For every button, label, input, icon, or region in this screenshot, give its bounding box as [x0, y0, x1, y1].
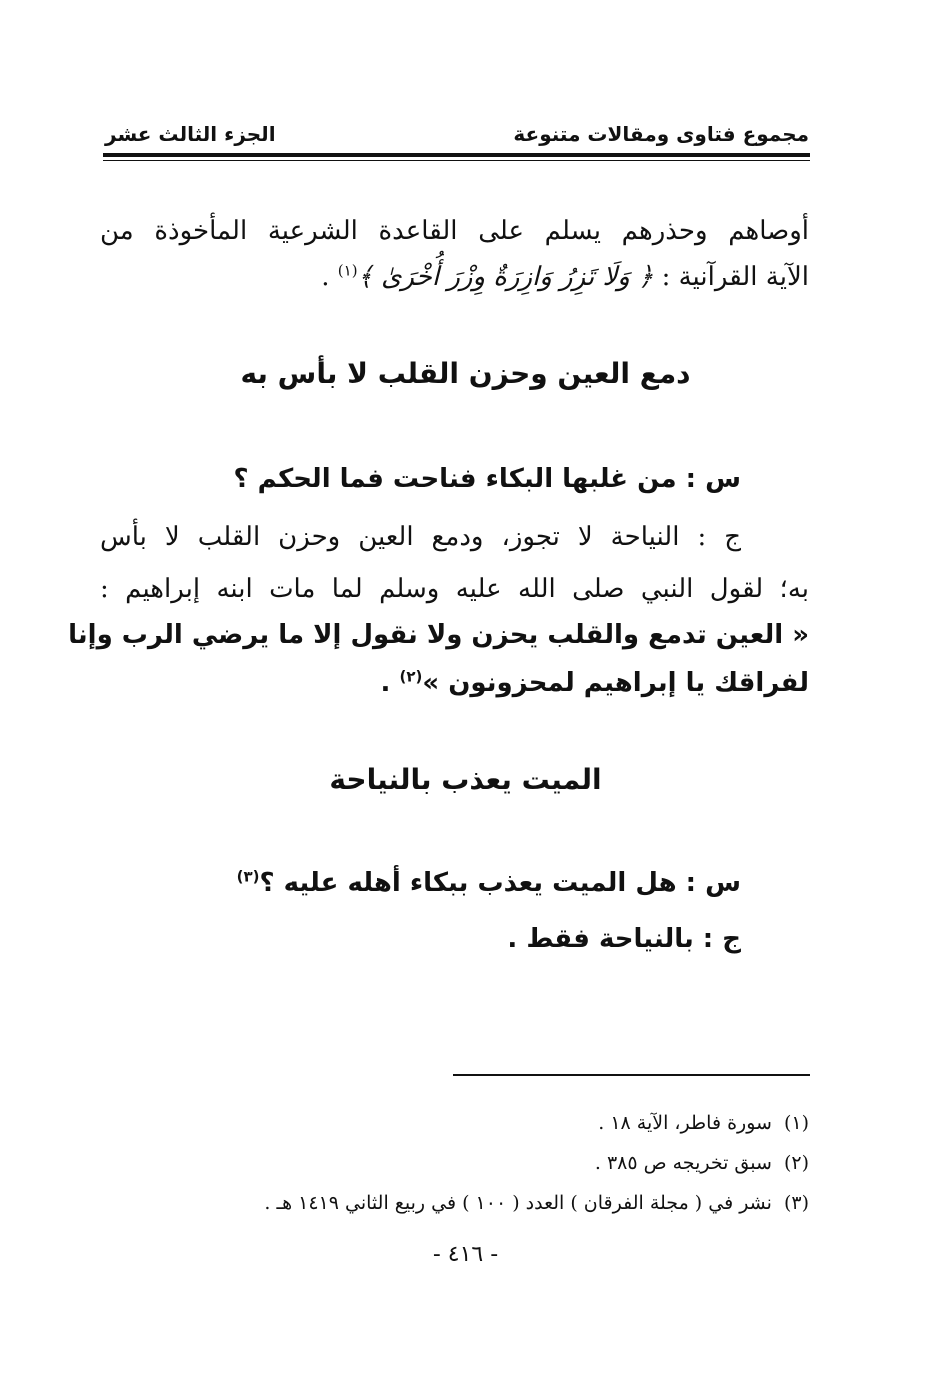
- footnote-2: [100, 1148, 809, 1178]
- quran-verse: ﴿ وَلَا تَزِرُ وَازِرَةٌ وِزْرَ أُخْرَىٰ ﴾: [357, 262, 654, 292]
- question-2: [100, 860, 741, 906]
- footnote-2-number: (٢): [783, 1152, 809, 1174]
- page-number: - ٤١٦ -: [432, 1242, 499, 1267]
- footnote-3-text: نشر في ( مجلة الفرقان ) العدد ( ١٠٠ ) في ربيع الثاني ١٤١٩ هـ .: [264, 1192, 772, 1214]
- footnote-3: [100, 1188, 809, 1218]
- header-rule-thin: [103, 160, 810, 161]
- answer-1-line-2: به؛ لقول النبي صلى الله عليه وسلم لما مات ابنه إبراهيم :: [100, 574, 809, 604]
- hadith-line-2: [100, 660, 809, 706]
- intro-line-2: [100, 254, 809, 300]
- question-2-text: س : هل الميت يعذب ببكاء أهله عليه ؟: [259, 868, 741, 898]
- answer-2: ج : بالنياحة فقط .: [507, 924, 741, 954]
- section-heading-2: الميت يعذب بالنياحة: [329, 763, 602, 796]
- running-header-book-title: مجموع فتاوى ومقالات متنوعة: [513, 122, 809, 146]
- intro-prefix: الآية القرآنية :: [661, 262, 809, 292]
- footnote-3-number: (٣): [783, 1192, 809, 1214]
- hadith-text: لفراقك يا إبراهيم لمحزونون »: [422, 668, 809, 698]
- hadith-period: .: [380, 668, 391, 698]
- footnote-1-number: (١): [783, 1112, 809, 1134]
- hadith-line-1: « العين تدمع والقلب يحزن ولا نقول إلا ما يرضي الرب وإنا: [68, 620, 809, 650]
- intro-line-1: أوصاهم وحذرهم يسلم على القاعدة الشرعية المأخوذة من: [100, 216, 809, 246]
- running-header-volume: الجزء الثالث عشر: [105, 122, 276, 146]
- header-rule-thick: [103, 153, 810, 157]
- footnote-1-text: سورة فاطر، الآية ١٨ .: [598, 1112, 772, 1134]
- footnote-ref-2: (٢): [399, 667, 423, 686]
- answer-1-line-1: ج : النياحة لا تجوز، ودمع العين وحزن القلب لا بأس: [100, 522, 741, 552]
- footnote-separator: [453, 1074, 810, 1076]
- footnote-ref-1: (١): [337, 261, 358, 280]
- section-heading-1: دمع العين وحزن القلب لا بأس به: [240, 357, 691, 390]
- intro-period: .: [321, 262, 330, 292]
- footnote-ref-3: (٣): [236, 867, 260, 886]
- footnote-1: [100, 1108, 809, 1138]
- question-1: س : من غلبها البكاء فناحت فما الحكم ؟: [233, 464, 741, 494]
- footnote-2-text: سبق تخريجه ص ٣٨٥ .: [594, 1152, 772, 1174]
